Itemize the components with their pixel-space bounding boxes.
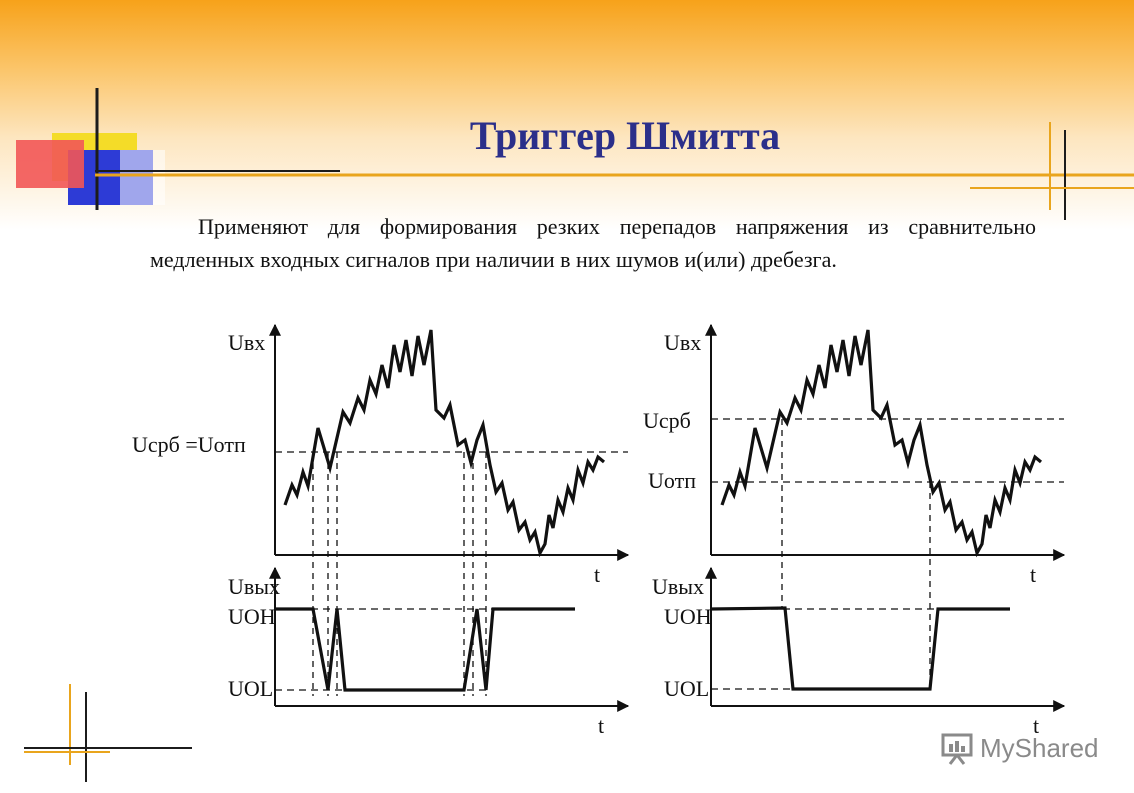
right-diagram	[643, 325, 1064, 738]
myshared-watermark[interactable]	[940, 728, 1099, 768]
presentation-board-icon	[940, 731, 974, 765]
left-top-t-label: t	[594, 562, 601, 587]
left-uvx-label: Uвх	[228, 330, 266, 355]
left-diagram	[132, 325, 628, 738]
right-bottom-t-label: t	[1033, 713, 1040, 738]
right-uotp-label: Uотп	[648, 468, 696, 493]
right-uvx-label: Uвх	[664, 330, 702, 355]
right-top-t-label: t	[1030, 562, 1037, 587]
left-threshold-label: Uсрб =Uотп	[132, 432, 246, 457]
right-uoh-label: UOH	[664, 604, 712, 629]
slide-body-text: Применяют для формирования резких перепадов напряжения из сравнительно медленных входных сигналов при наличии в них шумов и(или) дребезга.	[150, 214, 1036, 272]
right-uvyx-label: Uвых	[652, 574, 705, 599]
left-output-signal	[275, 609, 575, 690]
right-output-signal	[711, 608, 1010, 689]
left-input-signal	[285, 330, 604, 553]
left-uvyx-label: Uвых	[228, 574, 281, 599]
slide-title: Триггер Шмитта	[469, 113, 781, 158]
left-bottom-t-label: t	[598, 713, 605, 738]
left-uoh-label: UOH	[228, 604, 276, 629]
left-uol-label: UOL	[228, 676, 274, 701]
right-uol-label: UOL	[664, 676, 710, 701]
left-projection-lines	[313, 452, 486, 696]
right-input-signal	[722, 330, 1041, 553]
right-usrb-label: Uсрб	[643, 408, 691, 433]
watermark-text: MyShared	[980, 732, 1099, 763]
